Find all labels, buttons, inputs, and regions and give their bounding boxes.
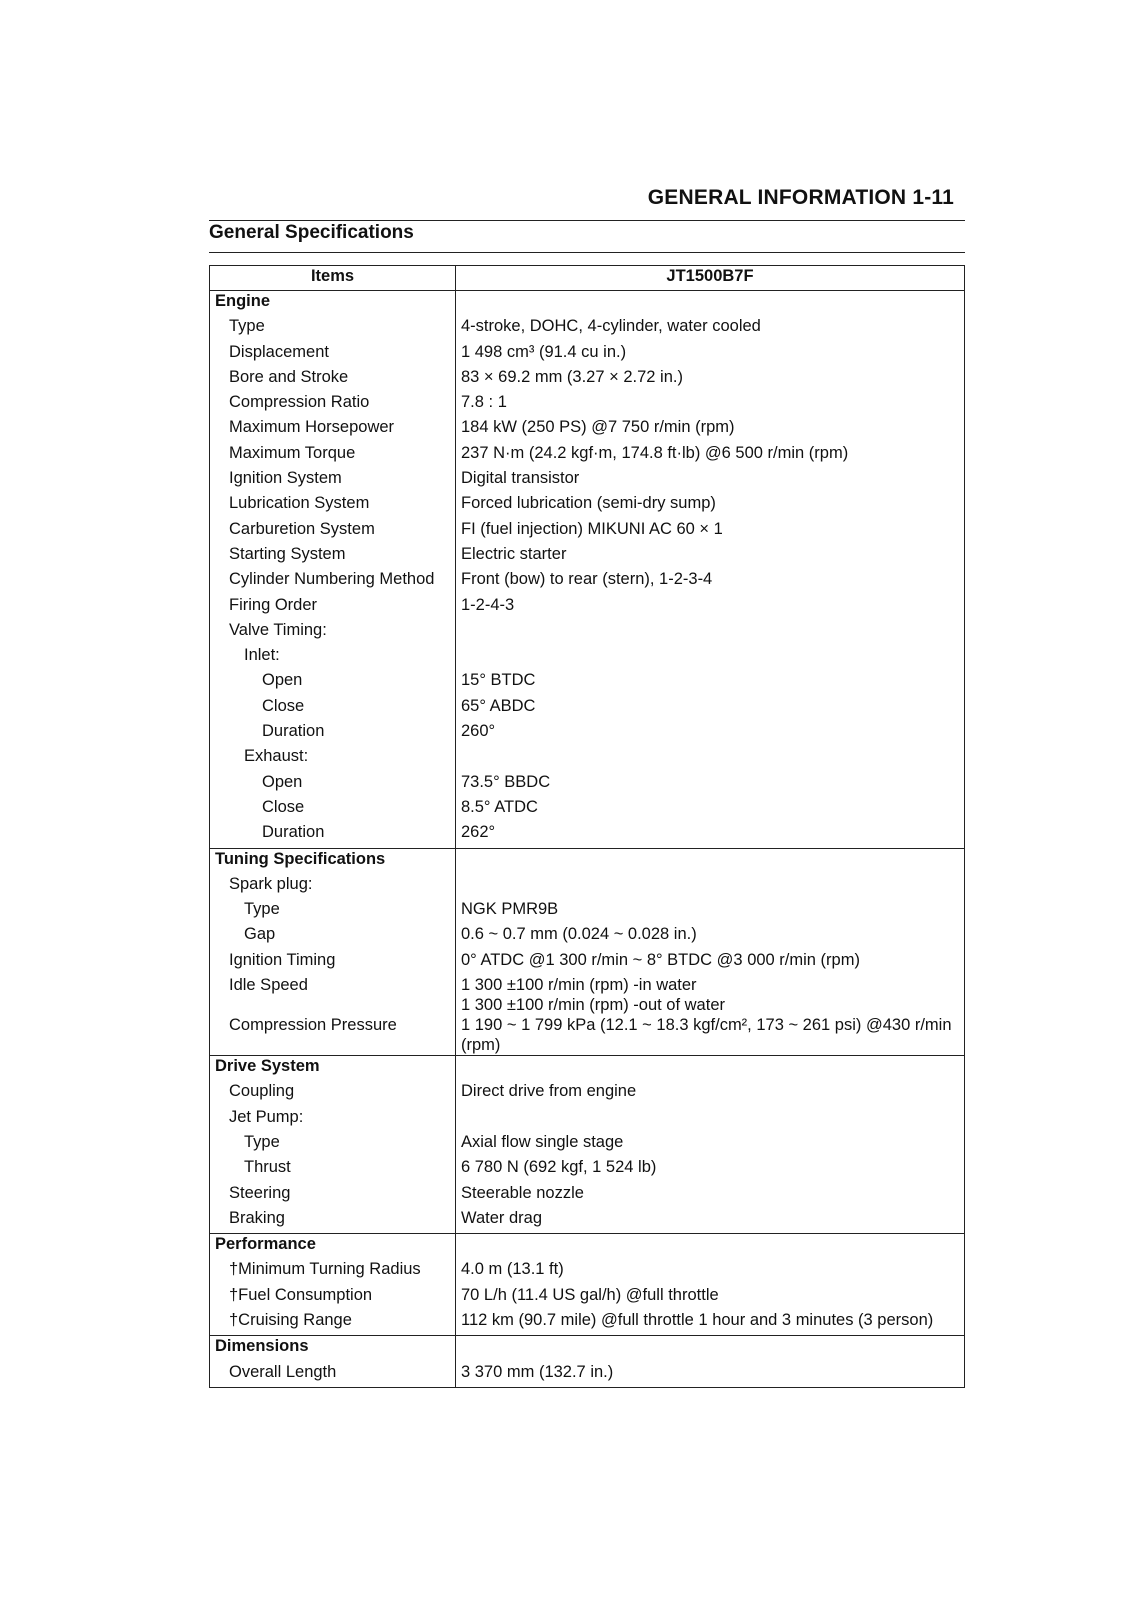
value-cell: Direct drive from engine — [456, 1081, 965, 1106]
table-row — [210, 696, 965, 721]
table-row — [210, 1259, 965, 1284]
item-cell: Inlet: — [210, 645, 456, 670]
table-row — [210, 1132, 965, 1157]
table-row — [210, 1107, 965, 1132]
value-cell: Electric starter — [456, 544, 965, 569]
value-cell: Steerable nozzle — [456, 1183, 965, 1208]
item-cell: †Minimum Turning Radius — [210, 1259, 456, 1284]
value-cell: 83 × 69.2 mm (3.27 × 2.72 in.) — [456, 367, 965, 392]
value-cell: 3 370 mm (132.7 in.) — [456, 1362, 965, 1388]
item-cell: Maximum Torque — [210, 443, 456, 468]
item-cell: Thrust — [210, 1157, 456, 1182]
item-cell: Gap — [210, 924, 456, 949]
table-row — [210, 1183, 965, 1208]
value-cell — [456, 874, 965, 899]
value-cell: FI (fuel injection) MIKUNI AC 60 × 1 — [456, 519, 965, 544]
table-row — [210, 595, 965, 620]
table-category-row — [210, 291, 965, 317]
item-cell: Spark plug: — [210, 874, 456, 899]
column-header-model: JT1500B7F — [456, 266, 965, 291]
item-cell: Cylinder Numbering Method — [210, 569, 456, 594]
item-cell: Exhaust: — [210, 746, 456, 771]
section-title: General Specifications — [209, 222, 414, 243]
item-cell: Type — [210, 899, 456, 924]
item-cell: Jet Pump: — [210, 1107, 456, 1132]
table-row — [210, 950, 965, 975]
value-cell — [456, 848, 965, 874]
value-cell: 237 N·m (24.2 kgf·m, 174.8 ft·lb) @6 500 r/min (rpm) — [456, 443, 965, 468]
item-cell: Open — [210, 772, 456, 797]
value-cell: 1 498 cm³ (91.4 cu in.) — [456, 342, 965, 367]
item-cell: Idle Speed — [210, 975, 456, 1015]
table-body — [210, 291, 965, 1388]
item-cell: Overall Length — [210, 1362, 456, 1388]
value-cell: 6 780 N (692 kgf, 1 524 lb) — [456, 1157, 965, 1182]
item-cell: Close — [210, 696, 456, 721]
value-cell — [456, 1107, 965, 1132]
table-row — [210, 1208, 965, 1234]
table-row — [210, 924, 965, 949]
item-cell: Duration — [210, 822, 456, 848]
value-cell: Digital transistor — [456, 468, 965, 493]
value-cell: 0° ATDC @1 300 r/min ~ 8° BTDC @3 000 r/min (rpm) — [456, 950, 965, 975]
section-rule — [209, 252, 965, 253]
item-cell: Bore and Stroke — [210, 367, 456, 392]
column-header-items: Items — [210, 266, 456, 291]
value-cell — [456, 1056, 965, 1082]
value-cell — [456, 620, 965, 645]
value-cell: NGK PMR9B — [456, 899, 965, 924]
table-row — [210, 1081, 965, 1106]
item-cell: Open — [210, 670, 456, 695]
value-cell: Water drag — [456, 1208, 965, 1234]
item-cell: Dimensions — [210, 1336, 456, 1362]
item-cell: Maximum Horsepower — [210, 417, 456, 442]
value-cell: 4.0 m (13.1 ft) — [456, 1259, 965, 1284]
item-cell: Braking — [210, 1208, 456, 1234]
value-cell: Axial flow single stage — [456, 1132, 965, 1157]
item-cell: Steering — [210, 1183, 456, 1208]
item-cell: Drive System — [210, 1056, 456, 1082]
table-row — [210, 975, 965, 1015]
table-row — [210, 1015, 965, 1056]
value-cell: 8.5° ATDC — [456, 797, 965, 822]
table-row — [210, 417, 965, 442]
table-row — [210, 367, 965, 392]
table-row — [210, 1362, 965, 1388]
value-cell — [456, 645, 965, 670]
item-cell: Starting System — [210, 544, 456, 569]
value-cell — [456, 291, 965, 317]
table-category-row — [210, 1234, 965, 1260]
table-header-row — [210, 266, 965, 291]
header-rule — [209, 220, 965, 221]
table-row — [210, 620, 965, 645]
item-cell: Valve Timing: — [210, 620, 456, 645]
value-cell — [456, 746, 965, 771]
table-row — [210, 468, 965, 493]
table-row — [210, 721, 965, 746]
value-cell: 1-2-4-3 — [456, 595, 965, 620]
value-cell: Forced lubrication (semi-dry sump) — [456, 493, 965, 518]
value-cell: 1 190 ~ 1 799 kPa (12.1 ~ 18.3 kgf/cm², 173 ~ 261 psi) @430 r/min (rpm) — [456, 1015, 965, 1056]
table-row — [210, 645, 965, 670]
item-cell: Compression Pressure — [210, 1015, 456, 1056]
table-row — [210, 316, 965, 341]
item-cell: Displacement — [210, 342, 456, 367]
value-cell: 7.8 : 1 — [456, 392, 965, 417]
table-row — [210, 569, 965, 594]
value-cell — [456, 1234, 965, 1260]
item-cell: Type — [210, 1132, 456, 1157]
specifications-table — [209, 265, 965, 1388]
item-cell: Firing Order — [210, 595, 456, 620]
table-row — [210, 392, 965, 417]
table-row — [210, 519, 965, 544]
value-cell: 1 300 ±100 r/min (rpm) -in water 1 300 ±100 r/min (rpm) -out of water — [456, 975, 965, 1015]
item-cell: Engine — [210, 291, 456, 317]
value-cell: 0.6 ~ 0.7 mm (0.024 ~ 0.028 in.) — [456, 924, 965, 949]
table-row — [210, 899, 965, 924]
item-cell: Tuning Specifications — [210, 848, 456, 874]
value-cell — [456, 1336, 965, 1362]
item-cell: †Fuel Consumption — [210, 1285, 456, 1310]
page-header-title: GENERAL INFORMATION 1-11 — [647, 186, 954, 209]
value-cell: 70 L/h (11.4 US gal/h) @full throttle — [456, 1285, 965, 1310]
value-cell: 112 km (90.7 mile) @full throttle 1 hour and 3 minutes (3 person) — [456, 1310, 965, 1336]
table-row — [210, 1310, 965, 1336]
table-row — [210, 746, 965, 771]
item-cell: Close — [210, 797, 456, 822]
item-cell: Compression Ratio — [210, 392, 456, 417]
item-cell: Carburetion System — [210, 519, 456, 544]
value-cell: 184 kW (250 PS) @7 750 r/min (rpm) — [456, 417, 965, 442]
item-cell: Coupling — [210, 1081, 456, 1106]
table-row — [210, 822, 965, 848]
table-category-row — [210, 1056, 965, 1082]
table-row — [210, 1157, 965, 1182]
item-cell: Duration — [210, 721, 456, 746]
table-category-row — [210, 848, 965, 874]
item-cell: Performance — [210, 1234, 456, 1260]
table-row — [210, 797, 965, 822]
item-cell: †Cruising Range — [210, 1310, 456, 1336]
item-cell: Lubrication System — [210, 493, 456, 518]
item-cell: Ignition System — [210, 468, 456, 493]
value-cell: 65° ABDC — [456, 696, 965, 721]
value-cell: 73.5° BBDC — [456, 772, 965, 797]
table-row — [210, 443, 965, 468]
item-cell: Ignition Timing — [210, 950, 456, 975]
table-row — [210, 874, 965, 899]
table-row — [210, 493, 965, 518]
table-row — [210, 544, 965, 569]
table-row — [210, 670, 965, 695]
value-cell: 4-stroke, DOHC, 4-cylinder, water cooled — [456, 316, 965, 341]
item-cell: Type — [210, 316, 456, 341]
table-category-row — [210, 1336, 965, 1362]
table-row — [210, 1285, 965, 1310]
value-cell: 260° — [456, 721, 965, 746]
value-cell: 15° BTDC — [456, 670, 965, 695]
table-row — [210, 772, 965, 797]
table-row — [210, 342, 965, 367]
value-cell: 262° — [456, 822, 965, 848]
value-cell: Front (bow) to rear (stern), 1-2-3-4 — [456, 569, 965, 594]
